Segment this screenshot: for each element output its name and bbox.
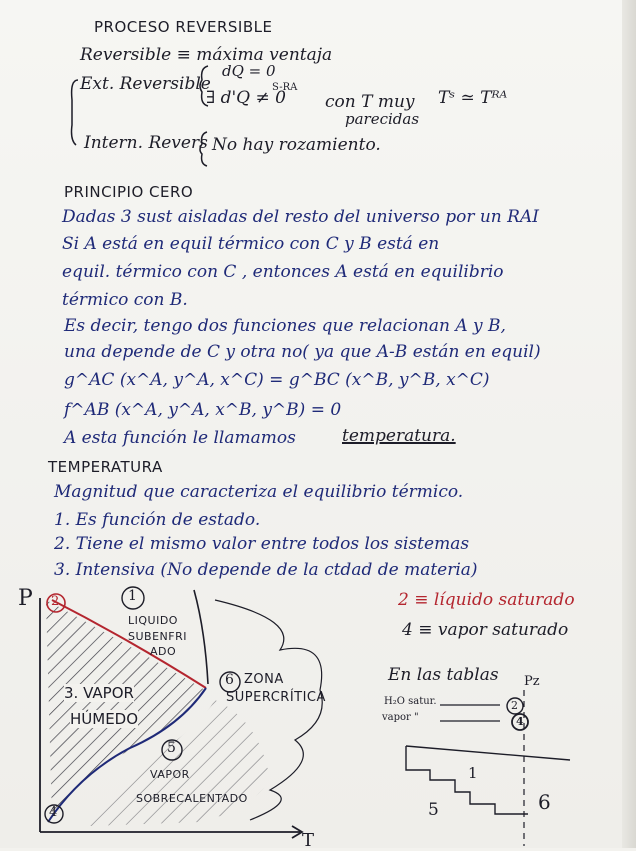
label-5: 5 xyxy=(167,740,176,756)
principio-line-2: Si A está en equil térmico con C y B está en xyxy=(62,234,440,254)
label-2: 2 xyxy=(51,594,60,609)
temperatura-line-2: 1. Es función de estado. xyxy=(54,510,261,530)
dprime-q: ∃ d'Q ≠ 0 xyxy=(206,88,286,108)
tabla-region-1: 1 xyxy=(468,764,478,782)
liquido-2: SUBENFRI xyxy=(128,630,187,643)
dq-zero: dQ = 0 xyxy=(222,62,276,80)
legend-2: 2 ≡ líquido saturado xyxy=(398,590,575,610)
tabla-region-6: 6 xyxy=(538,790,551,814)
equation-g: g^AC (x^A, y^A, x^C) = g^BC (x^B, y^B, x^C) xyxy=(64,370,490,390)
zona-1: ZONA xyxy=(244,672,284,687)
tabla-region-5: 5 xyxy=(428,800,439,820)
con-t-muy: con T muy xyxy=(325,92,415,112)
tabla-num-4: 4 xyxy=(516,715,524,728)
label-6: 6 xyxy=(225,672,234,688)
temperatura-word: temperatura. xyxy=(342,426,456,446)
principio-line-6: una depende de C y otra no( ya que A-B están en equil) xyxy=(64,342,541,362)
axis-p-label: P xyxy=(18,586,33,611)
temperatura-line-4: 3. Intensiva (No depende de la ctdad de materia) xyxy=(54,560,478,580)
principio-line-4: térmico con B. xyxy=(62,290,188,310)
vapor-sobre-2: SOBRECALENTADO xyxy=(136,792,248,805)
temperatura-line-1: Magnitud que caracteriza el equilibrio térmico. xyxy=(54,482,464,502)
brace-left xyxy=(72,80,79,145)
staircase xyxy=(406,746,528,814)
liquido-1: LIQUIDO xyxy=(128,614,178,627)
brace-ext xyxy=(200,66,208,106)
zona-2: SUPERCRÍTICA xyxy=(226,690,326,705)
principio-line-5: Es decir, tengo dos funciones que relacionan A y B, xyxy=(64,316,506,336)
principio-line-1: Dadas 3 sust aisladas del resto del universo por un RAI xyxy=(62,207,539,227)
liquido-3: ADO xyxy=(150,645,177,658)
reversible-title: PROCESO REVERSIBLE xyxy=(94,18,273,36)
legend-4: 4 ≡ vapor saturado xyxy=(402,620,569,640)
principio-line-9: A esta función le llamamos xyxy=(64,428,296,448)
intern-reversible-label: Intern. Revers xyxy=(84,133,208,153)
reversible-definition: Reversible ≡ máxima ventaja xyxy=(80,45,333,65)
no-rozamiento: No hay rozamiento. xyxy=(212,135,381,155)
ts-approx-tra: Tˢ ≃ Tᴿᴬ xyxy=(438,88,508,108)
parecidas: parecidas xyxy=(345,110,420,128)
tabla-num-2: 2 xyxy=(511,699,518,712)
pz-label: Pz xyxy=(524,674,540,689)
brace-intern xyxy=(200,132,207,166)
stair-top xyxy=(406,746,570,760)
h2o-satur: H₂O satur. xyxy=(384,696,437,707)
en-las-tablas: En las tablas xyxy=(388,665,499,685)
vapor-humedo-1: 3. VAPOR xyxy=(64,684,134,702)
axis-t-label: T xyxy=(302,830,315,851)
boundary-curve xyxy=(194,590,208,684)
vapor-ditto: vapor " xyxy=(382,712,419,723)
temperatura-line-3: 2. Tiene el mismo valor entre todos los sistemas xyxy=(54,534,470,554)
label-1: 1 xyxy=(128,588,137,604)
vapor-humedo-2: HÚMEDO xyxy=(70,710,139,728)
label-4: 4 xyxy=(49,805,58,820)
principio-line-3: equil. térmico con C , entonces A está en equilibrio xyxy=(62,262,504,282)
ext-reversible-label: Ext. Reversible xyxy=(80,74,211,94)
equation-f: f^AB (x^A, y^A, x^B, y^B) = 0 xyxy=(64,400,342,420)
vapor-sobre-1: VAPOR xyxy=(150,768,190,781)
principio-title: PRINCIPIO CERO xyxy=(64,183,194,201)
temperatura-title: TEMPERATURA xyxy=(48,458,163,476)
sra-superscript: S-RA xyxy=(272,82,298,93)
